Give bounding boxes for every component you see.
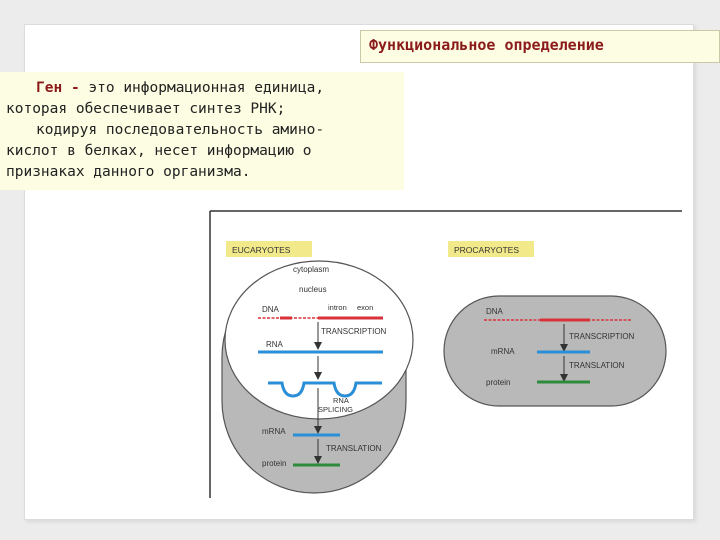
nucleus-label: nucleus bbox=[299, 285, 327, 294]
pro-transcription-label: TRANSCRIPTION bbox=[569, 332, 635, 341]
definition-line-4: кислот в белках, несет информацию о bbox=[6, 143, 312, 159]
pro-translation-label: TRANSLATION bbox=[569, 361, 625, 370]
euk-protein-label: protein bbox=[262, 459, 287, 468]
euk-dna-label: DNA bbox=[262, 305, 279, 314]
euk-mrna-label: mRNA bbox=[262, 427, 286, 436]
euk-transcription-label: TRANSCRIPTION bbox=[321, 327, 387, 336]
pro-protein-label: protein bbox=[486, 378, 511, 387]
eucaryotes-label: EUCARYOTES bbox=[232, 245, 291, 255]
euk-translation-label: TRANSLATION bbox=[326, 444, 382, 453]
intron-label: intron bbox=[328, 303, 347, 312]
procaryotes-label: PROCARYOTES bbox=[454, 245, 520, 255]
definition-line-1-text: это информационная единица, bbox=[79, 80, 325, 96]
definition-line-3: кодируя последовательность амино- bbox=[36, 122, 325, 138]
definition-line-2: которая обеспечивает синтез РНК; bbox=[6, 101, 286, 117]
euk-splicing-label-1: RNA bbox=[333, 396, 349, 405]
exon-label: exon bbox=[357, 303, 374, 312]
pro-mrna-label: mRNA bbox=[491, 347, 515, 356]
euk-splicing-label-2: SPLICING bbox=[318, 405, 354, 414]
definition-term: Ген bbox=[36, 80, 63, 96]
definition-line-5: признаках данного организма. bbox=[6, 164, 251, 180]
cytoplasm-label: cytoplasm bbox=[293, 265, 330, 274]
slide-title: Функциональное определение bbox=[369, 36, 604, 54]
pro-dna-label: DNA bbox=[486, 307, 503, 316]
euk-rna-label: RNA bbox=[266, 340, 283, 349]
definition-dash: - bbox=[70, 80, 80, 96]
